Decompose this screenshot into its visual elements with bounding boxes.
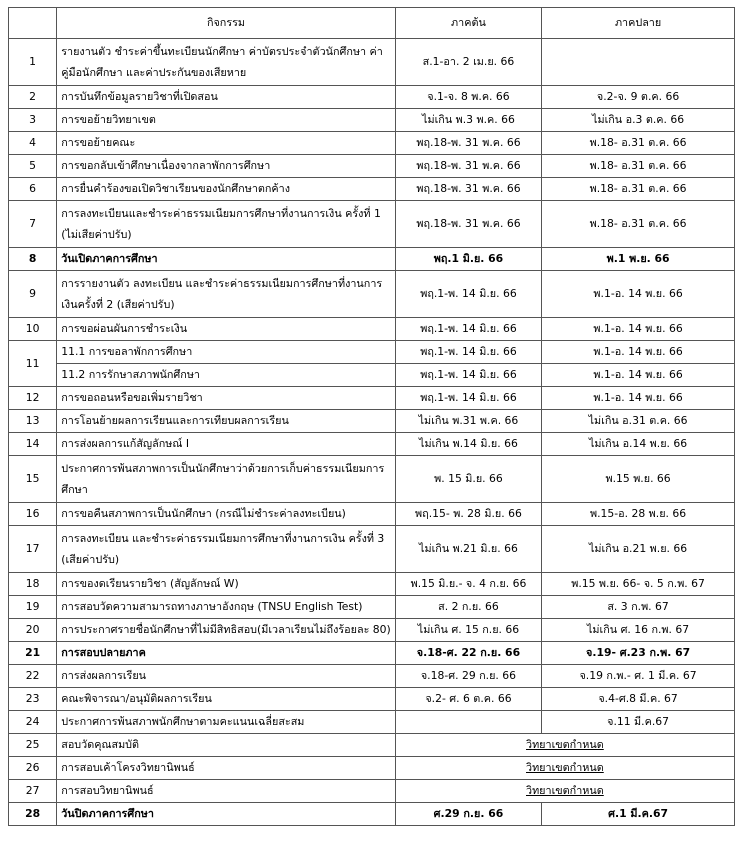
row-activity: การขอย้ายคณะ xyxy=(57,132,396,155)
table-row xyxy=(9,433,735,456)
table-row xyxy=(9,271,735,318)
row-activity: การสอบเค้าโครงวิทยานิพนธ์ xyxy=(57,757,396,780)
row-number: 10 xyxy=(9,318,57,341)
row-activity: การบันทึกข้อมูลรายวิชาที่เปิดสอน xyxy=(57,86,396,109)
row-number: 18 xyxy=(9,573,57,596)
row-term2: ศ.1 มี.ค.67 xyxy=(542,803,735,826)
table-row xyxy=(9,711,735,734)
row-term1: ส.1-อา. 2 เม.ย. 66 xyxy=(395,39,541,86)
row-activity: การสอบวิทยานิพนธ์ xyxy=(57,780,396,803)
row-term2: ไม่เกิน ศ. 16 ก.พ. 67 xyxy=(542,619,735,642)
row-term1 xyxy=(395,711,541,734)
row-number: 5 xyxy=(9,155,57,178)
row-term2: พ.1 พ.ย. 66 xyxy=(542,248,735,271)
row-number: 4 xyxy=(9,132,57,155)
row-term2: พ.18- อ.31 ต.ค. 66 xyxy=(542,178,735,201)
row-number: 24 xyxy=(9,711,57,734)
row-activity: การประกาศรายชื่อนักศึกษาที่ไม่มีสิทธิสอบ(มีเวลาเรียนไม่ถึงร้อยละ 80) xyxy=(57,619,396,642)
row-term2: พ.1-อ. 14 พ.ย. 66 xyxy=(542,387,735,410)
row-term1: ศ.29 ก.ย. 66 xyxy=(395,803,541,826)
row-number: 2 xyxy=(9,86,57,109)
row-term1: พ. 15 มิ.ย. 66 xyxy=(395,456,541,503)
row-term2: ไม่เกิน อ.14 พ.ย. 66 xyxy=(542,433,735,456)
table-row xyxy=(9,642,735,665)
row-term1: จ.2- ศ. 6 ต.ค. 66 xyxy=(395,688,541,711)
row-activity: การโอนย้ายผลการเรียนและการเทียบผลการเรียน xyxy=(57,410,396,433)
row-merged xyxy=(395,780,734,803)
row-number: 9 xyxy=(9,271,57,318)
row-term2: พ.1-อ. 14 พ.ย. 66 xyxy=(542,318,735,341)
row-number: 21 xyxy=(9,642,57,665)
row-number: 15 xyxy=(9,456,57,503)
row-number: 23 xyxy=(9,688,57,711)
row-term1: ไม่เกิน พ.14 มิ.ย. 66 xyxy=(395,433,541,456)
row-activity: การลงทะเบียน และชำระค่าธรรมเนียมการศึกษาที่งานการเงิน ครั้งที่ 3 (เสียค่าปรับ) xyxy=(57,526,396,573)
row-term2: จ.4-ศ.8 มี.ค. 67 xyxy=(542,688,735,711)
row-number: 19 xyxy=(9,596,57,619)
row-number: 27 xyxy=(9,780,57,803)
row-term1: ไม่เกิน ศ. 15 ก.ย. 66 xyxy=(395,619,541,642)
row-term2: จ.19 ก.พ.- ศ. 1 มี.ค. 67 xyxy=(542,665,735,688)
row-activity: การขอกลับเข้าศึกษาเนื่องจากลาพักการศึกษา xyxy=(57,155,396,178)
row-term2: จ.11 มี.ค.67 xyxy=(542,711,735,734)
row-term2: พ.1-อ. 14 พ.ย. 66 xyxy=(542,364,735,387)
row-activity: การส่งผลการเรียน xyxy=(57,665,396,688)
row-term2 xyxy=(542,39,735,86)
row-term1: พฤ.1-พ. 14 มิ.ย. 66 xyxy=(395,318,541,341)
row-number: 17 xyxy=(9,526,57,573)
row-activity: 11.2 การรักษาสภาพนักศึกษา xyxy=(57,364,396,387)
row-activity: การสอบวัดความสามารถทางภาษาอังกฤษ (TNSU English Test) xyxy=(57,596,396,619)
row-term2: ไม่เกิน อ.3 ต.ค. 66 xyxy=(542,109,735,132)
row-activity: การสอบปลายภาค xyxy=(57,642,396,665)
row-term2: พ.15 พ.ย. 66 xyxy=(542,456,735,503)
row-term1: ไม่เกิน พ.21 มิ.ย. 66 xyxy=(395,526,541,573)
row-term1: ส. 2 ก.ย. 66 xyxy=(395,596,541,619)
row-term2: ไม่เกิน อ.31 ต.ค. 66 xyxy=(542,410,735,433)
row-number: 12 xyxy=(9,387,57,410)
header-no xyxy=(9,8,57,39)
row-activity: ประกาศการพ้นสภาพนักศึกษาตามคะแนนเฉลี่ยสะสม xyxy=(57,711,396,734)
row-term1: จ.18-ศ. 22 ก.ย. 66 xyxy=(395,642,541,665)
header-activity: กิจกรรม xyxy=(57,8,396,39)
row-activity: การขอผ่อนผันการชำระเงิน xyxy=(57,318,396,341)
row-number: 1 xyxy=(9,39,57,86)
row-term2: พ.18- อ.31 ต.ค. 66 xyxy=(542,132,735,155)
row-term1: พฤ.1-พ. 14 มิ.ย. 66 xyxy=(395,364,541,387)
row-activity: การรายงานตัว ลงทะเบียน และชำระค่าธรรมเนียมการศึกษาที่งานการเงินครั้งที่ 2 (เสียค่าปรับ) xyxy=(57,271,396,318)
row-term1: ไม่เกิน พ.31 พ.ค. 66 xyxy=(395,410,541,433)
row-term2: พ.15-อ. 28 พ.ย. 66 xyxy=(542,503,735,526)
row-term1: พฤ.1-พ. 14 มิ.ย. 66 xyxy=(395,387,541,410)
table-row xyxy=(9,318,735,341)
table-row xyxy=(9,526,735,573)
header-row xyxy=(9,8,735,39)
row-number: 6 xyxy=(9,178,57,201)
campus-defined-text: วิทยาเขตกำหนด xyxy=(526,738,604,751)
row-term2: จ.19- ศ.23 ก.พ. 67 xyxy=(542,642,735,665)
row-activity: คณะพิจารณา/อนุมัติผลการเรียน xyxy=(57,688,396,711)
row-activity: ประกาศการพ้นสภาพการเป็นนักศึกษาว่าด้วยการเก็บค่าธรรมเนียมการศึกษา xyxy=(57,456,396,503)
table-row xyxy=(9,155,735,178)
row-activity: การยื่นคำร้องขอเปิดวิชาเรียนของนักศึกษาตกค้าง xyxy=(57,178,396,201)
table-row xyxy=(9,387,735,410)
header-term2: ภาคปลาย xyxy=(542,8,735,39)
row-term2: พ.18- อ.31 ต.ค. 66 xyxy=(542,155,735,178)
row-number: 13 xyxy=(9,410,57,433)
row-number: 16 xyxy=(9,503,57,526)
row-term1: พฤ.18-พ. 31 พ.ค. 66 xyxy=(395,132,541,155)
table-row xyxy=(9,757,735,780)
row-term1: จ.18-ศ. 29 ก.ย. 66 xyxy=(395,665,541,688)
row-activity: การลงทะเบียนและชำระค่าธรรมเนียมการศึกษาที่งานการเงิน ครั้งที่ 1 (ไม่เสียค่าปรับ) xyxy=(57,201,396,248)
table-row xyxy=(9,619,735,642)
academic-calendar xyxy=(8,7,735,826)
row-activity: การส่งผลการแก้สัญลักษณ์ I xyxy=(57,433,396,456)
row-term2: ไม่เกิน อ.21 พ.ย. 66 xyxy=(542,526,735,573)
row-term1: พฤ.1-พ. 14 มิ.ย. 66 xyxy=(395,271,541,318)
row-number: 28 xyxy=(9,803,57,826)
row-term1: ไม่เกิน พ.3 พ.ค. 66 xyxy=(395,109,541,132)
table-row xyxy=(9,780,735,803)
table-row xyxy=(9,456,735,503)
row-term1: พฤ.1-พ. 14 มิ.ย. 66 xyxy=(395,341,541,364)
row-term2: พ.1-อ. 14 พ.ย. 66 xyxy=(542,341,735,364)
row-number: 11 xyxy=(9,341,57,387)
row-activity: การขอคืนสภาพการเป็นนักศึกษา (กรณีไม่ชำระค่าลงทะเบียน) xyxy=(57,503,396,526)
row-term2: ส. 3 ก.พ. 67 xyxy=(542,596,735,619)
table-row xyxy=(9,109,735,132)
row-number: 22 xyxy=(9,665,57,688)
row-number: 26 xyxy=(9,757,57,780)
table-row xyxy=(9,86,735,109)
row-activity: การของดเรียนรายวิชา (สัญลักษณ์ W) xyxy=(57,573,396,596)
row-number: 20 xyxy=(9,619,57,642)
table-row xyxy=(9,410,735,433)
row-activity: การขอย้ายวิทยาเขต xyxy=(57,109,396,132)
table-row xyxy=(9,248,735,271)
row-term1: พฤ.18-พ. 31 พ.ค. 66 xyxy=(395,201,541,248)
row-term2: พ.15 พ.ย. 66- จ. 5 ก.พ. 67 xyxy=(542,573,735,596)
row-term2: พ.18- อ.31 ต.ค. 66 xyxy=(542,201,735,248)
table-row xyxy=(9,341,735,364)
table-row xyxy=(9,734,735,757)
table-row xyxy=(9,39,735,86)
row-term2: พ.1-อ. 14 พ.ย. 66 xyxy=(542,271,735,318)
row-activity: 11.1 การขอลาพักการศึกษา xyxy=(57,341,396,364)
row-activity: วันปิดภาคการศึกษา xyxy=(57,803,396,826)
row-number: 7 xyxy=(9,201,57,248)
row-activity: สอบวัดคุณสมบัติ xyxy=(57,734,396,757)
row-number: 3 xyxy=(9,109,57,132)
table-row xyxy=(9,596,735,619)
row-number: 25 xyxy=(9,734,57,757)
table-row xyxy=(9,503,735,526)
row-term1: พฤ.18-พ. 31 พ.ค. 66 xyxy=(395,155,541,178)
row-term1: พฤ.18-พ. 31 พ.ค. 66 xyxy=(395,178,541,201)
table-row xyxy=(9,665,735,688)
campus-defined-text: วิทยาเขตกำหนด xyxy=(526,784,604,797)
table-row xyxy=(9,573,735,596)
row-activity: วันเปิดภาคการศึกษา xyxy=(57,248,396,271)
row-term1: พฤ.15- พ. 28 มิ.ย. 66 xyxy=(395,503,541,526)
row-activity: รายงานตัว ชำระค่าขึ้นทะเบียนนักศึกษา ค่าบัตรประจำตัวนักศึกษา ค่าคู่มือนักศึกษา และค่าประกันของเสียหาย xyxy=(57,39,396,86)
table-row xyxy=(9,364,735,387)
header-term1: ภาคต้น xyxy=(395,8,541,39)
campus-defined-text: วิทยาเขตกำหนด xyxy=(526,761,604,774)
row-merged xyxy=(395,757,734,780)
table-row xyxy=(9,132,735,155)
table-row xyxy=(9,803,735,826)
row-activity: การขอถอนหรือขอเพิ่มรายวิชา xyxy=(57,387,396,410)
calendar-table xyxy=(8,7,735,826)
table-row xyxy=(9,688,735,711)
row-number: 14 xyxy=(9,433,57,456)
row-term1: พฤ.1 มิ.ย. 66 xyxy=(395,248,541,271)
row-term2: จ.2-จ. 9 ต.ค. 66 xyxy=(542,86,735,109)
row-merged xyxy=(395,734,734,757)
row-number: 8 xyxy=(9,248,57,271)
table-row xyxy=(9,178,735,201)
table-row xyxy=(9,201,735,248)
row-term1: พ.15 มิ.ย.- จ. 4 ก.ย. 66 xyxy=(395,573,541,596)
row-term1: จ.1-จ. 8 พ.ค. 66 xyxy=(395,86,541,109)
